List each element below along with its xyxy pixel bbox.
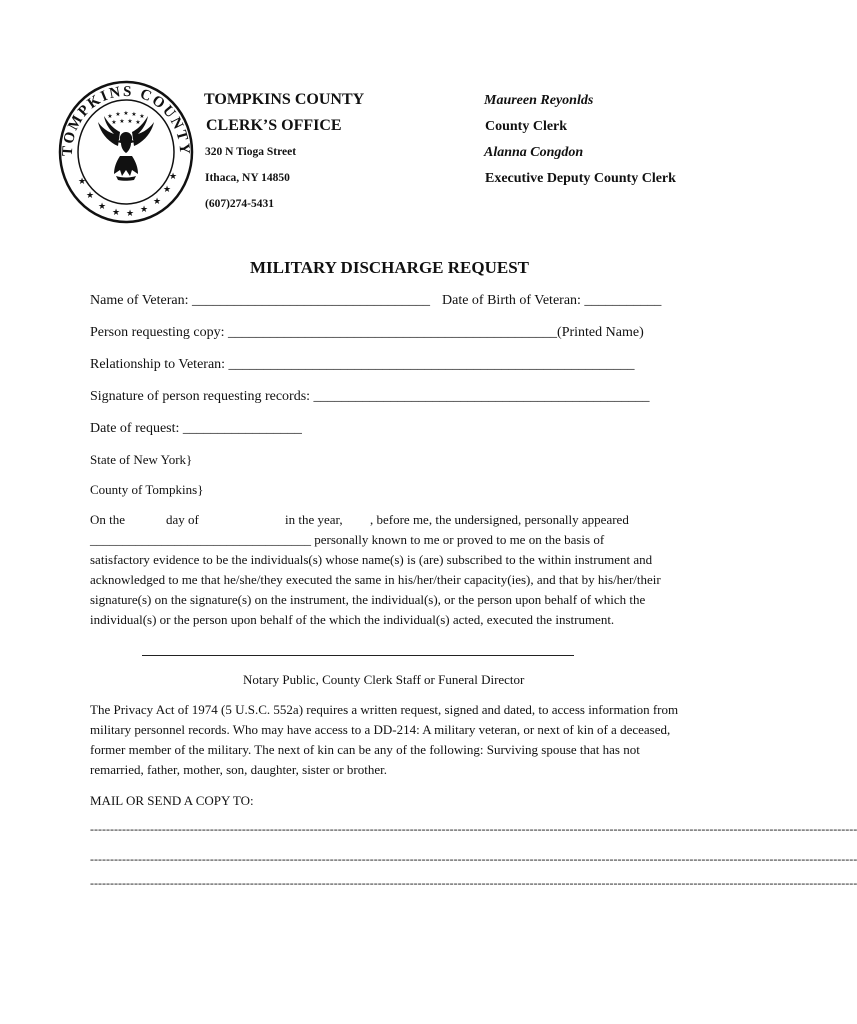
deputy-title: Executive Deputy County Clerk (485, 171, 676, 186)
svg-text:★: ★ (111, 208, 121, 218)
office-phone: (607)274-5431 (205, 198, 274, 210)
svg-text:★: ★ (139, 205, 149, 215)
seal-icon (58, 80, 194, 224)
svg-text:★: ★ (77, 177, 87, 187)
signature-field[interactable]: Signature of person requesting records: ________________________________________________ (90, 389, 650, 404)
notary-paragraph: satisfactory evidence to be the individuals(s) whose name(s) is (are) subscribed to the within instrument and acknowledged to me that he/she/they executed the same in his/her/their capacity(ies), and that by his/her/their signature(s) on the signature(s) on the instrument, the individual(s), or the person upon behalf of which the individual(s) or the person upon behalf of the which the individual(s) acted, executed the instrument. (90, 552, 661, 627)
veteran-dob-field[interactable]: Date of Birth of Veteran: ___________ (442, 293, 662, 308)
svg-text:★: ★ (111, 119, 117, 126)
office-name-line1: TOMPKINS COUNTY (204, 91, 365, 108)
office-city: Ithaca, NY 14850 (205, 172, 290, 184)
before-me-label: , before me, the undersigned, personally appeared (370, 512, 629, 527)
office-street: 320 N Tioga Street (205, 146, 297, 158)
mail-address-line-1[interactable]: ------------------------------------------------------------------------------------------------------------------------------------------------------------------------------------------------ (90, 822, 857, 836)
svg-text:★: ★ (97, 202, 107, 212)
relationship-field[interactable]: Relationship to Veteran: __________________________________________________________ (90, 357, 635, 372)
svg-text:★: ★ (125, 209, 135, 219)
svg-text:★: ★ (168, 172, 178, 182)
form-title: MILITARY DISCHARGE REQUEST (250, 258, 530, 277)
deputy-name: Alanna Congdon (484, 145, 584, 160)
svg-text:★: ★ (152, 197, 162, 207)
clerk-title: County Clerk (485, 119, 568, 134)
svg-text:★: ★ (127, 118, 133, 125)
county-line: County of Tompkins} (90, 482, 204, 497)
on-the-label: On the (90, 512, 126, 527)
svg-text:★: ★ (107, 113, 113, 120)
date-of-request-field[interactable]: Date of request: _________________ (90, 421, 302, 436)
seal-text: TOMPKINS COUNTY (59, 83, 193, 157)
notary-label: Notary Public, County Clerk Staff or Funeral Director (243, 672, 525, 687)
privacy-paragraph: The Privacy Act of 1974 (5 U.S.C. 552a) requires a written request, signed and dated, to access information from military personnel records. Who may have access to a DD-214: A military veteran, or next of kin of a deceased, former member of the military. The next of kin can be any of the following: Surviving spouse that has not remarried, father, mother, son, daughter, sister or brother. (90, 702, 679, 777)
office-name-line2: CLERK’S OFFICE (206, 117, 342, 134)
mail-address-line-2[interactable]: ------------------------------------------------------------------------------------------------------------------------------------------------------------------------------------------------ (90, 852, 857, 866)
mail-address-line-3[interactable]: ------------------------------------------------------------------------------------------------------------------------------------------------------------------------------------------------ (90, 876, 857, 890)
svg-text:★: ★ (115, 111, 121, 118)
veteran-name-field[interactable]: Name of Veteran: __________________________________ (90, 293, 430, 308)
svg-text:★: ★ (123, 110, 129, 117)
day-of-label: day of (166, 512, 199, 527)
in-the-year-label: in the year, (285, 512, 343, 527)
county-seal (58, 80, 194, 224)
notary-signature-line[interactable] (142, 655, 574, 656)
svg-text:★: ★ (131, 111, 137, 118)
svg-text:★: ★ (85, 191, 95, 201)
clerk-name: Maureen Reyonlds (484, 93, 594, 108)
mail-label: MAIL OR SEND A COPY TO: (90, 793, 254, 808)
svg-text:★: ★ (139, 113, 145, 120)
state-line: State of New York} (90, 452, 193, 467)
svg-text:★: ★ (119, 118, 125, 125)
person-requesting-field[interactable]: Person requesting copy: _______________________________________________(Printed Name) (90, 325, 644, 340)
svg-text:★: ★ (135, 119, 141, 126)
personally-known-line[interactable]: __________________________________ personally known to me or proved to me on the basis of (90, 532, 605, 547)
svg-text:★: ★ (162, 185, 172, 195)
